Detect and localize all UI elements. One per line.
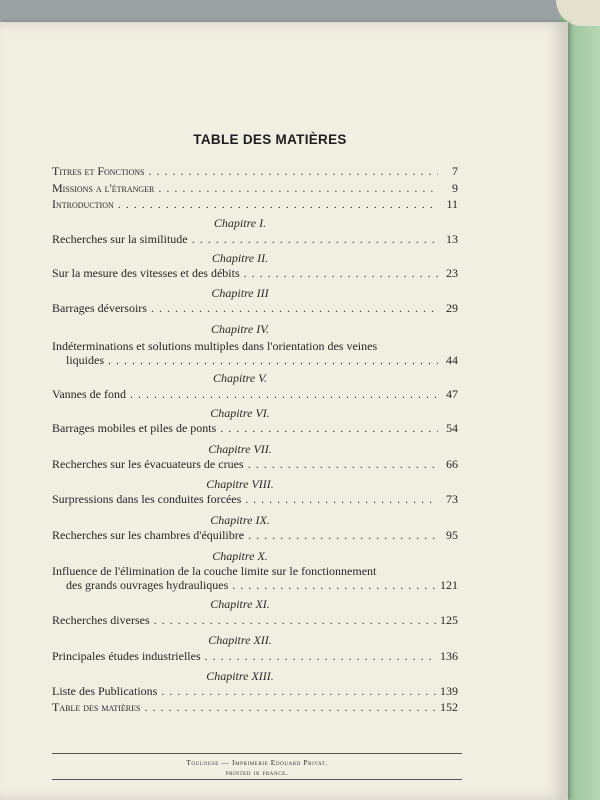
toc-entry-chapter-5[interactable] [52,387,458,401]
toc-page-number: 44 [446,353,458,367]
toc-page-number: 152 [440,700,458,714]
chapter-heading: Chapitre IV. [210,322,269,336]
toc-entry-label: liquides [66,353,104,367]
toc-entry-label: Recherches sur la similitude [52,232,188,246]
toc-entry-chapter-6[interactable] [52,421,458,435]
page-title: TABLE DES MATIÈRES [193,132,347,147]
toc-entry-label-line1: Indéterminations et solutions multiples dans l'orientation des veines [52,339,378,353]
toc-entry-label-line1: Influence de l'élimination de la couche limite sur le fonctionnement [52,564,377,578]
chapter-heading: Chapitre XI. [210,597,270,611]
leader-dots [130,387,438,401]
book-page [0,22,568,800]
chapter-heading: Chapitre IX. [210,513,270,527]
toc-entry-chapter-8[interactable] [52,492,458,506]
toc-page-number: 23 [446,266,458,280]
leader-dots [108,353,438,367]
toc-entry-chapter-3[interactable] [52,301,458,315]
toc-entry-label: Barrages mobiles et piles de ponts [52,421,217,435]
leader-dots [161,684,436,698]
toc-entry-chapter-13[interactable] [52,684,458,698]
toc-entry-label: Barrages déversoirs [52,301,147,315]
toc-entry-introduction[interactable] [52,197,458,211]
toc-entry-chapter-2[interactable] [52,266,458,280]
toc-entry-label: Liste des Publications [52,684,158,698]
chapter-heading: Chapitre II. [211,251,269,265]
toc-entry-missions[interactable] [52,181,458,195]
chapter-heading: Chapitre XIII. [206,669,274,683]
toc-entry-table[interactable] [52,700,458,714]
toc-entry-chapter-12[interactable] [52,649,458,663]
toc-entry-label: Surpressions dans les conduites forcées [52,492,242,506]
footer-rule-bottom [52,779,462,780]
toc-page-number: 125 [440,613,458,627]
chapter-heading: Chapitre X. [212,549,268,563]
toc-page-number: 54 [446,421,458,435]
chapter-heading: Chapitre VI. [210,406,270,420]
toc-entry-chapter-10[interactable] [52,564,458,592]
toc-page-number: 47 [446,387,458,401]
leader-dots [144,700,436,714]
chapter-heading: Chapitre V. [212,371,267,385]
leader-dots [245,492,438,506]
toc-entry-chapter-4[interactable] [52,339,458,367]
leader-dots [148,164,438,178]
chapter-heading: Chapitre III [211,286,269,300]
chapter-heading: Chapitre XII. [208,633,272,647]
leader-dots [220,421,438,435]
toc-entry-label: Principales études industrielles [52,649,201,663]
leader-dots [248,457,438,471]
toc-page-number: 13 [446,232,458,246]
chapter-heading: Chapitre VIII. [206,477,274,491]
toc-page-number: 73 [446,492,458,506]
toc-page-number: 136 [440,649,458,663]
leader-dots [158,181,438,195]
toc-entry-label: Titres et Fonctions [52,164,145,178]
toc-page-number: 11 [446,197,458,211]
toc-entry-label: Recherches sur les chambres d'équilibre [52,528,245,542]
toc-page-number: 121 [440,578,458,592]
toc-entry-label: Sur la mesure des vitesses et des débits [52,266,240,280]
toc-page-number: 139 [440,684,458,698]
printer-imprint: Toulouse — Imprimerie Edouard Privat. [186,758,328,767]
toc-entry-chapter-1[interactable] [52,232,458,246]
toc-entry-chapter-7[interactable] [52,457,458,471]
toc-entry-chapter-9[interactable] [52,528,458,542]
printed-in-notice: printed in france. [225,768,289,777]
toc-page-number: 66 [446,457,458,471]
toc-page-number: 95 [446,528,458,542]
toc-entry-label: Introduction [52,197,114,211]
leader-dots [118,197,438,211]
leader-dots [248,528,438,542]
toc-page-number: 7 [452,164,458,178]
leader-dots [154,613,436,627]
toc-entry-label: Missions a l'étranger [52,181,155,195]
leader-dots [205,649,436,663]
toc-page-number: 9 [452,181,458,195]
leader-dots [244,266,438,280]
toc-entry-chapter-11[interactable] [52,613,458,627]
toc-entry-label: Table des matières [52,700,141,714]
toc-entry-label: Vannes de fond [52,387,126,401]
leader-dots [151,301,438,315]
toc-entry-label: Recherches sur les évacuateurs de crues [52,457,244,471]
toc-entry-label: Recherches diverses [52,613,150,627]
toc-entry-titres[interactable] [52,164,458,178]
chapter-heading: Chapitre VII. [208,442,272,456]
footer-rule-top [52,753,462,754]
toc-page-number: 29 [446,301,458,315]
chapter-heading: Chapitre I. [213,216,267,230]
leader-dots [192,232,438,246]
toc-entry-label: des grands ouvrages hydrauliques [66,578,229,592]
leader-dots [232,578,436,592]
